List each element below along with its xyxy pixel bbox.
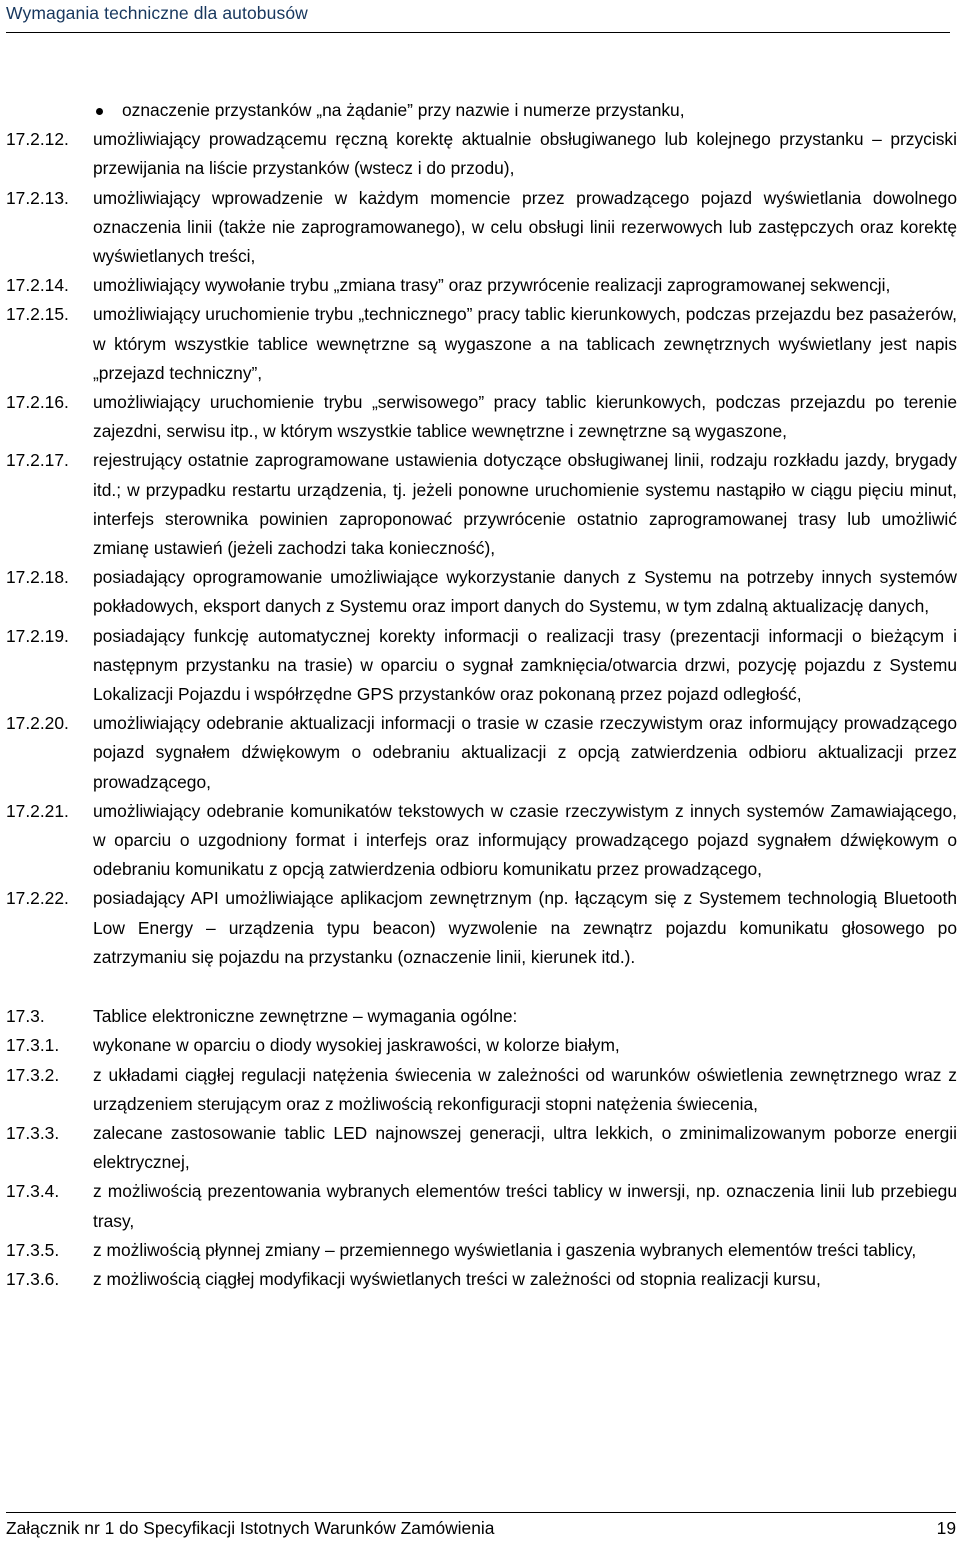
numbered-list-item — [0, 446, 960, 563]
numbered-list-item — [0, 271, 960, 300]
page-content — [0, 96, 960, 1294]
numbered-list-item — [0, 797, 960, 885]
item-number: 17.3.4. — [6, 1181, 60, 1202]
item-number: 17.2.14. — [6, 275, 69, 296]
item-number: 17.3.2. — [6, 1064, 60, 1085]
item-text: umożliwiający odebranie komunikatów tekstowych w czasie rzeczywistym z innych systemów Zamawiającego, w oparciu o uzgodniony format i interfejs oraz informujący prowadzącego pojazd sygnałem dźwiękowym o odebraniu komunikatu z opcją zatwierdzenia odbioru komunikatu przez prowadzącego, — [93, 800, 957, 880]
item-number: 17.2.21. — [6, 800, 69, 821]
page-header — [6, 0, 950, 33]
section-spacer — [0, 972, 960, 1002]
bullet-text: oznaczenie przystanków „na żądanie” przy nazwie i numerze przystanku, — [122, 100, 685, 120]
item-text: z możliwością ciągłej modyfikacji wyświetlanych treści w zależności od stopnia realizacji kursu, — [93, 1268, 821, 1289]
numbered-list-item — [0, 563, 960, 621]
page-number: 19 — [936, 1518, 956, 1538]
numbered-list-item — [0, 1265, 960, 1294]
item-number: 17.2.15. — [6, 304, 69, 325]
bullet-icon — [96, 108, 103, 115]
item-text: umożliwiający uruchomienie trybu „serwisowego” pracy tablic kierunkowych, podczas przejazdu po terenie zajezdni, serwisu itp., w którym wszystkie tablice wewnętrzne i zewnętrzne są wygaszone, — [93, 392, 957, 442]
item-number: 17.2.16. — [6, 392, 69, 413]
item-text: umożliwiający odebranie aktualizacji informacji o trasie w czasie rzeczywistym oraz informujący prowadzącego pojazd sygnałem dźwiękowym o odebraniu aktualizacji z opcją zatwierdzenia odbioru aktualizacji przez prowadzącego, — [93, 713, 957, 792]
item-number: 17.2.20. — [6, 713, 69, 734]
item-text: wykonane w oparciu o diody wysokiej jaskrawości, w kolorze białym, — [93, 1035, 620, 1056]
numbered-list-item — [0, 622, 960, 710]
item-number: 17.2.12. — [6, 129, 69, 150]
numbered-list-item — [0, 125, 960, 183]
item-text: z układami ciągłej regulacji natężenia świecenia w zależności od warunków oświetlenia zewnętrznego wraz z urządzeniem sterującym oraz z możliwością rekonfiguracji stopni natężenia świecenia, — [93, 1064, 957, 1114]
numbered-list-item — [0, 709, 960, 797]
item-number: 17.2.17. — [6, 450, 69, 471]
footer-title: Załącznik nr 1 do Specyfikacji Istotnych Warunków Zamówienia — [6, 1518, 495, 1538]
item-text: umożliwiający prowadzącemu ręczną korektę aktualnie obsługiwanego lub kolejnego przystanku – przyciski przewijania na liście przystanków (wstecz i do przodu), — [93, 129, 957, 179]
item-number: 17.2.19. — [6, 625, 69, 646]
numbered-list-item — [0, 1031, 960, 1060]
numbered-list-item — [0, 184, 960, 272]
item-text: posiadający funkcję automatycznej korekty informacji o realizacji trasy (prezentacji informacji o bieżącym i następnym przystanku na trasie) w oparciu o sygnał zamknięcia/otwarcia drzwi, pozycję pojazdu z Systemu Lokalizacji Pojazdu i współrzędne GPS przystanków oraz pokonaną przez pojazd odległość, — [93, 625, 957, 705]
bullet-list-item — [0, 96, 960, 125]
document-title: Wymagania techniczne dla autobusów — [6, 3, 308, 23]
page-footer — [6, 1512, 956, 1542]
item-number: 17.3.5. — [6, 1239, 60, 1260]
item-text: umożliwiający uruchomienie trybu „technicznego” pracy tablic kierunkowych, podczas przejazdu bez pasażerów, w którym wszystkie tablice wewnętrzne są wygaszone a na tablicach zewnętrznych wyświetlany jest napis „przejazd techniczny”, — [93, 304, 957, 383]
requirements-list-17-2 — [0, 125, 960, 972]
item-text: z możliwością płynnej zmiany – przemiennego wyświetlania i gaszenia wybranych elementów treści tablicy, — [93, 1239, 917, 1260]
numbered-list-item — [0, 388, 960, 446]
item-text: posiadający oprogramowanie umożliwiające wykorzystanie danych z Systemu na potrzeby innych systemów pokładowych, eksport danych z Systemu oraz import danych do Systemu, w tym zdalną aktualizację danych, — [93, 567, 957, 617]
numbered-list-item — [0, 1236, 960, 1265]
item-number: 17.3.1. — [6, 1035, 60, 1056]
numbered-list-item — [0, 1177, 960, 1235]
requirements-list-17-3 — [0, 1002, 960, 1294]
numbered-list-item — [0, 884, 960, 972]
item-number: 17.3.3. — [6, 1122, 60, 1143]
item-text: zalecane zastosowanie tablic LED najnowszej generacji, ultra lekkich, o zminimalizowanym poborze energii elektrycznej, — [93, 1122, 957, 1173]
item-text: Tablice elektroniczne zewnętrzne – wymagania ogólne: — [93, 1006, 518, 1027]
item-number: 17.2.13. — [6, 187, 69, 208]
numbered-list-item — [0, 1002, 960, 1031]
item-number: 17.3. — [6, 1006, 45, 1027]
item-text: posiadający API umożliwiające aplikacjom zewnętrznym (np. łączącym się z Systemem technologią Bluetooth Low Energy – urządzenia typu beacon) wyzwolenie na zewnątrz pojazdu komunikatu głosowego po zatrzymaniu się pojazdu na przystanku (oznaczenie linii, kierunek itd.). — [93, 888, 957, 967]
numbered-list-item — [0, 1119, 960, 1177]
item-text: umożliwiający wywołanie trybu „zmiana trasy” oraz przywrócenie realizacji zaprogramowanej sekwencji, — [93, 275, 891, 296]
item-text: rejestrujący ostatnie zaprogramowane ustawienia dotyczące obsługiwanej linii, rodzaju rozkładu jazdy, brygady itd.; w przypadku restartu urządzenia, tj. jeżeli ponowne uruchomienie systemu nastąpiło w ciągu pięciu minut, interfejs sterownika powinien zaproponować przywrócenie ostatnio zaprogramowanej trasy lub umożliwić zmianę ustawień (jeżeli zachodzi taka konieczność), — [93, 450, 957, 559]
item-text: umożliwiający wprowadzenie w każdym momencie przez prowadzącego pojazd wyświetlania dowolnego oznaczenia linii (także nie zaprogramowanego), w celu obsługi linii rezerwowych lub zastępczych oraz korektę wyświetlanych treści, — [93, 187, 957, 267]
item-number: 17.3.6. — [6, 1268, 60, 1289]
item-text: z możliwością prezentowania wybranych elementów treści tablicy w inwersji, np. oznaczenia linii lub przebiegu trasy, — [93, 1181, 957, 1231]
item-number: 17.2.22. — [6, 888, 69, 909]
numbered-list-item — [0, 1061, 960, 1119]
item-number: 17.2.18. — [6, 567, 69, 588]
numbered-list-item — [0, 300, 960, 388]
